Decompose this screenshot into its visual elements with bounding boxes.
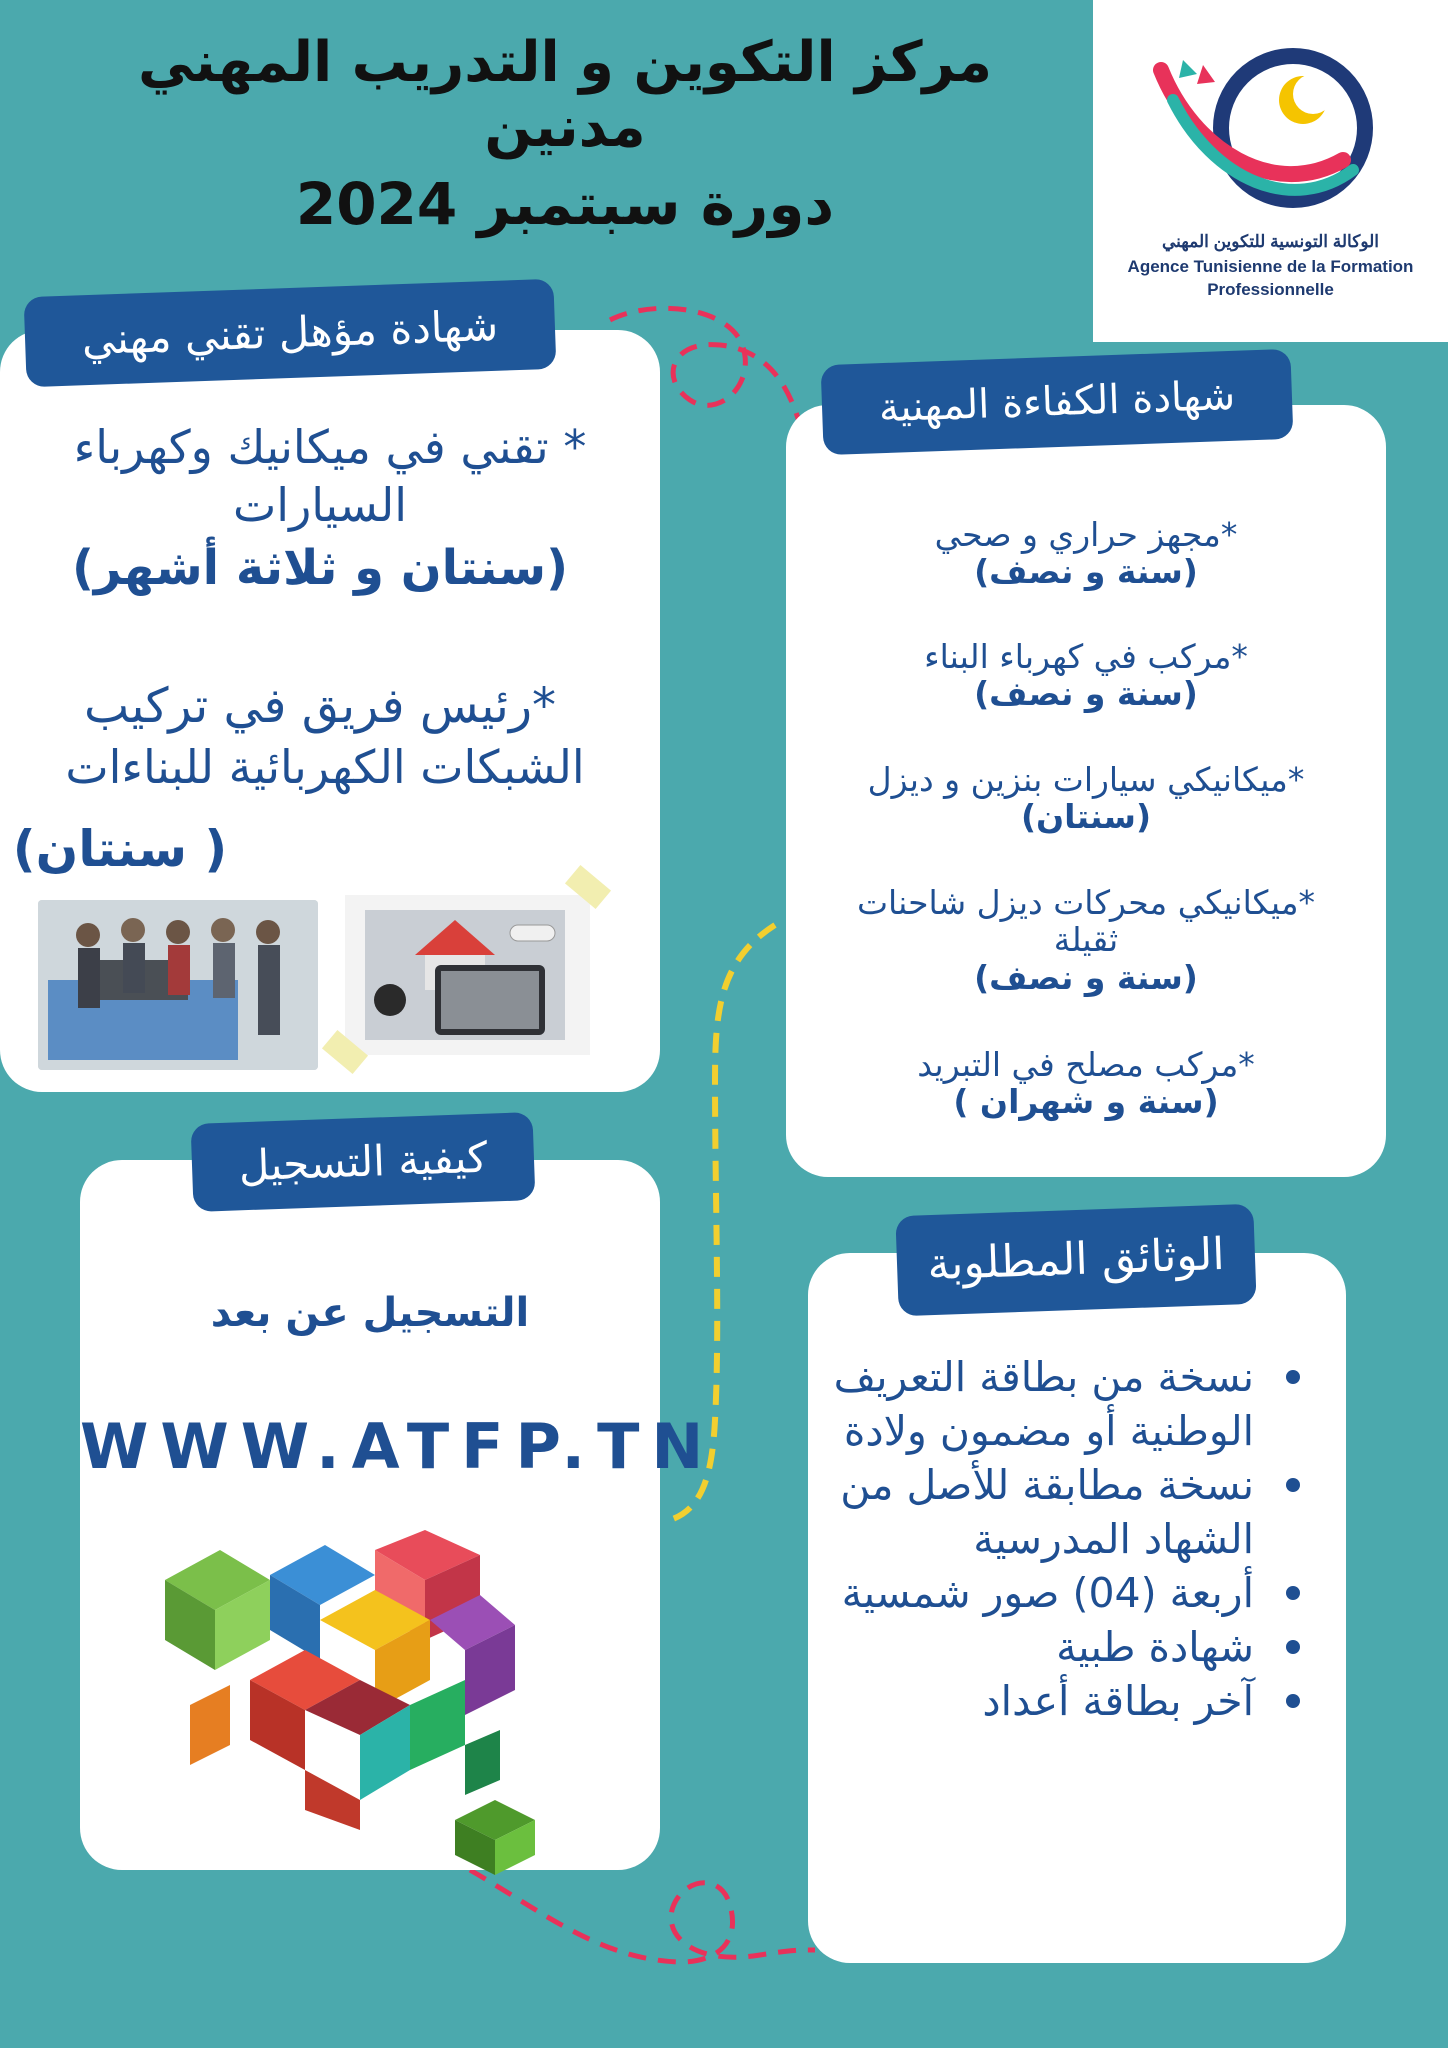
- workshop-photo: [38, 900, 318, 1070]
- btp-item2-line1: *رئيس فريق في تركيب: [83, 678, 557, 734]
- registration-url[interactable]: WWW.ATFP.TN: [80, 1410, 716, 1483]
- document-item: نسخة مطابقة للأصل من الشهاد المدرسية: [830, 1458, 1300, 1566]
- cap-item3-duration: (سنتان): [1020, 797, 1152, 836]
- security-photo: [345, 895, 590, 1055]
- cap-item4-name2: ثقيلة: [1053, 920, 1119, 959]
- logo-french-name-line2: Professionnelle: [1207, 280, 1334, 299]
- cap-item3-name: *ميكانيكي سيارات بنزين و ديزل: [867, 760, 1305, 799]
- logo: [1093, 0, 1448, 342]
- cap-item4-duration: (سنة و نصف): [974, 958, 1198, 997]
- logo-arabic-name: الوكالة التونسية للتكوين المهني: [1161, 232, 1380, 251]
- cap-item2-name: *مركب في كهرباء البناء: [924, 637, 1248, 676]
- page-title: مركز التكوين و التدريب المهني مدنين: [137, 30, 993, 160]
- cap-item1-duration: (سنة و نصف): [974, 552, 1198, 591]
- document-item: شهادة طبية: [830, 1620, 1300, 1674]
- documents-list: [830, 1350, 1300, 1728]
- card-registration-title: كيفية التسجيل: [191, 1112, 536, 1212]
- registration-subtitle: التسجيل عن بعد: [210, 1290, 530, 1336]
- btp-item1-line2: السيارات: [232, 478, 408, 532]
- btp-item2-duration: ( سنتان): [12, 820, 228, 878]
- logo-french-name-line1: Agence Tunisienne de la Formation: [1127, 257, 1414, 276]
- cap-item4-name: *ميكانيكي محركات ديزل شاحنات: [856, 883, 1316, 922]
- btp-item1-duration: (سنتان و ثلاثة أشهر): [71, 540, 569, 596]
- logo-emblem-icon: [1153, 30, 1393, 230]
- document-item: آخر بطاقة أعداد: [830, 1674, 1300, 1728]
- btp-item1-line1: * تقني في ميكانيك وكهرباء: [73, 420, 587, 474]
- card-btp-title: شهادة مؤهل تقني مهني: [24, 279, 557, 387]
- cubes-illustration: [150, 1530, 570, 1890]
- cap-item2-duration: (سنة و نصف): [974, 674, 1198, 713]
- cap-item5-name: *مركب مصلح في التبريد: [917, 1045, 1255, 1084]
- session-title: دورة سبتمبر 2024: [295, 170, 835, 238]
- card-documents-title: الوثائق المطلوبة: [895, 1204, 1256, 1316]
- document-item: نسخة من بطاقة التعريف الوطنية أو مضمون ولادة: [830, 1350, 1300, 1458]
- document-item: أربعة (04) صور شمسية: [830, 1566, 1300, 1620]
- cap-item5-duration: (سنة و شهران ): [953, 1082, 1219, 1121]
- cap-item1-name: *مجهز حراري و صحي: [934, 515, 1238, 554]
- card-cap-title: شهادة الكفاءة المهنية: [821, 349, 1294, 455]
- btp-item2-line2: الشبكات الكهربائية للبناءات: [65, 740, 585, 794]
